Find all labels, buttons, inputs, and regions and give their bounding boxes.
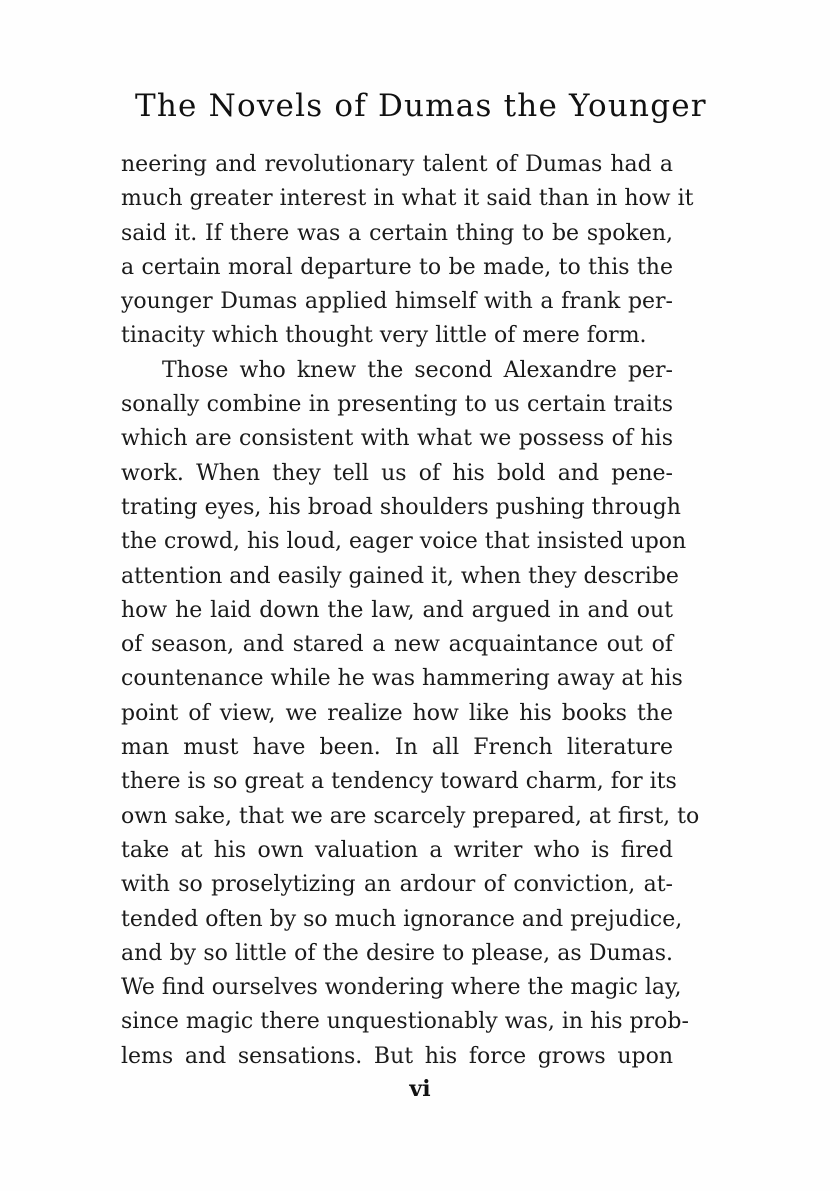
text-line: point of view, we realize how like his books the: [121, 700, 673, 726]
text-line: much greater interest in what it said than in how it: [121, 186, 694, 212]
text-line: since magic there unquestionably was, in his prob-: [121, 1009, 689, 1035]
text-line: there is so great a tendency toward charm, for its: [121, 769, 677, 795]
text-line: with so proselytizing an ardour of conviction, at-: [121, 872, 673, 898]
text-line: and by so little of the desire to please, as Dumas.: [121, 940, 673, 966]
text-line: tinacity which thought very little of mere form.: [121, 323, 647, 349]
text-line: a certain moral departure to be made, to this the: [121, 254, 673, 280]
text-line: countenance while he was hammering away at his: [121, 666, 683, 692]
text-line: trating eyes, his broad shoulders pushing through: [121, 494, 681, 520]
text-line: man must have been. In all French literature: [121, 735, 673, 761]
text-line: attention and easily gained it, when they describe: [121, 563, 679, 589]
text-line: the crowd, his loud, eager voice that insisted upon: [121, 529, 687, 555]
text-line: tended often by so much ignorance and prejudice,: [121, 906, 683, 932]
text-line: younger Dumas applied himself with a frank per-: [121, 289, 673, 315]
text-line: neering and revolutionary talent of Dumas had a: [121, 152, 673, 177]
body-text: [121, 148, 700, 1074]
text-line: own sake, that we are scarcely prepared, at first, to: [121, 803, 700, 829]
text-line: of season, and stared a new acquaintance out of: [121, 632, 673, 658]
text-line: We find ourselves wondering where the magic lay,: [121, 975, 682, 1001]
text-line: how he laid down the law, and argued in and out: [121, 597, 673, 623]
text-line: which are consistent with what we possess of his: [121, 426, 673, 452]
text-line: take at his own valuation a writer who is fired: [121, 837, 673, 863]
text-line: sonally combine in presenting to us certain traits: [121, 392, 673, 418]
page-number: vi: [409, 1076, 431, 1102]
text-line: said it. If there was a certain thing to be spoken,: [121, 220, 673, 246]
text-line: work. When they tell us of his bold and pene-: [121, 460, 673, 486]
text-line-paragraph-start: Those who knew the second Alexandre per-: [162, 357, 673, 383]
text-line: lems and sensations. But his force grows upon: [121, 1043, 673, 1069]
running-head-title: The Novels of Dumas the Younger: [135, 88, 707, 124]
